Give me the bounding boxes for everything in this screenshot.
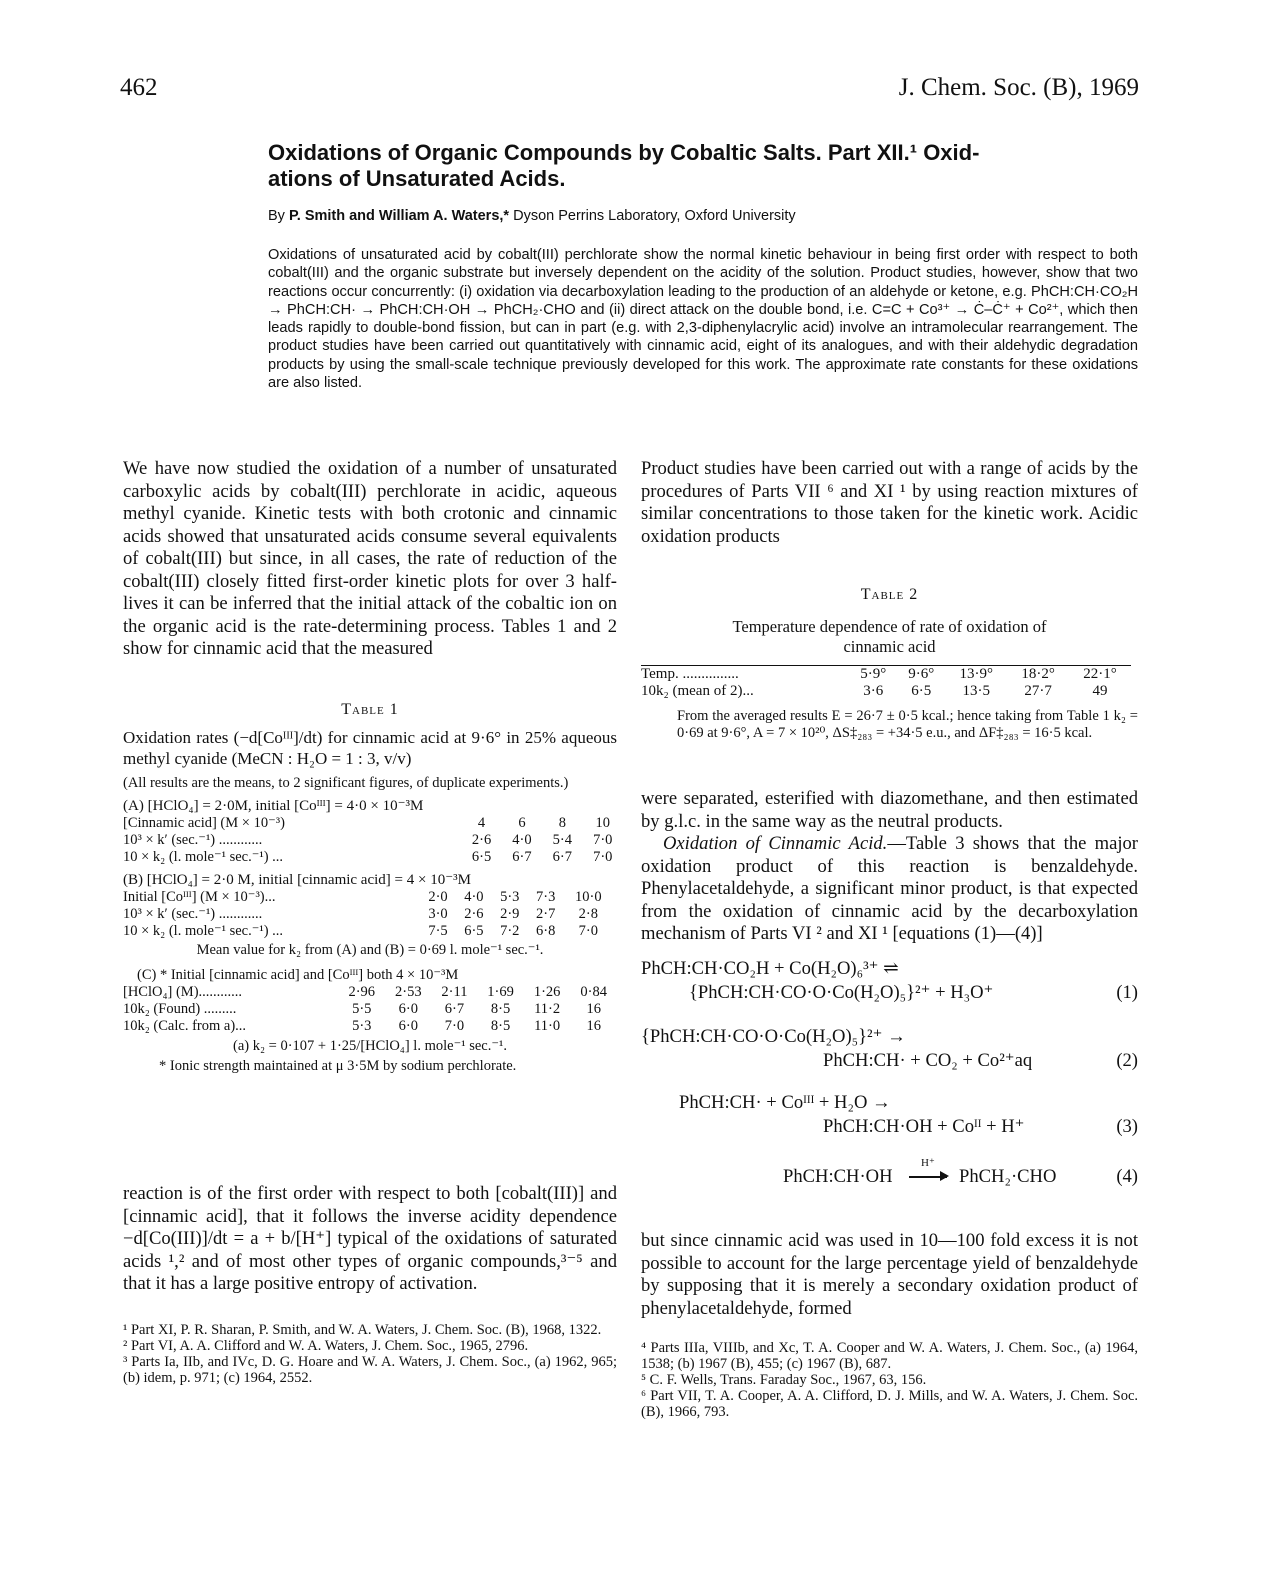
table-cell: 6·5 <box>471 849 492 865</box>
row-label: 10³ × k′ (sec.⁻¹) ............ <box>123 906 263 922</box>
table-cell: 4·0 <box>464 889 484 905</box>
table-cell: 10 <box>595 815 611 831</box>
table-cell: 7·0 <box>593 832 613 848</box>
table-cell: 8 <box>558 815 566 831</box>
byline-prefix: By <box>268 208 285 224</box>
footnote-6: ⁶ Part VII, T. A. Cooper, A. A. Clifford, D. J. Mills, and W. A. Waters, J. Chem. Soc. (B), 1966, 793. <box>641 1388 1138 1420</box>
abstract <box>268 246 1138 392</box>
table-1-formula: (a) k₂ = 0·107 + 1·25/[HClO₄] l. mole⁻¹ sec.⁻¹. <box>233 1038 507 1054</box>
table-cell: 6·7 <box>552 849 573 865</box>
table-cell: 5·5 <box>352 1001 372 1017</box>
table-cell: 6·8 <box>535 923 556 939</box>
table-2-label: Table 2 <box>860 586 919 603</box>
right-column-continuation <box>641 1230 1138 1420</box>
row-label: 10k₂ (Found) ......... <box>123 1001 237 1017</box>
table-cell: 22·1° <box>1083 665 1117 682</box>
table-2-caption-line-1: Temperature dependence of rate of oxidation of <box>732 616 1047 636</box>
byline <box>268 208 1138 224</box>
table-1-caption: Oxidation rates (−d[Coᴵᴵᴵ]/dt) for cinnamic acid at 9·6° in 25% aqueous methyl cyanide (MeCN : H₂O = 1 : 3, v/v) <box>123 728 617 768</box>
table-row <box>123 815 623 832</box>
table-cell: 10·0 <box>575 889 602 905</box>
table-cell: 6·0 <box>398 1018 419 1034</box>
table-cell: 16 <box>586 1018 601 1034</box>
equation-1-number: (1) <box>1116 981 1138 1003</box>
table-2-caption-line-2: cinnamic acid <box>843 636 936 656</box>
table-cell: 5·4 <box>552 832 573 848</box>
table-1-section-b <box>123 889 613 940</box>
footnotes-left <box>123 1322 617 1386</box>
table-cell: 7·0 <box>578 923 598 939</box>
kinetics-paragraph: reaction is of the first order with respect to both [cobalt(III)] and [cinnamic acid], that it follows the inverse acidity dependence −d[Co(III)]/dt = a + b/[H⁺] typical of the oxidations of saturated acids ¹,² and of most other types of organic compounds,³⁻⁵ and that it has a large positive entropy of activation. <box>123 1183 617 1294</box>
table-cell: 2·6 <box>471 832 492 848</box>
intro-paragraph: We have now studied the oxidation of a number of unsaturated carboxylic acids by cobalt(III) perchlorate in acidic, aqueous methyl cyanide. Kinetic tests with both crotonic and cinnamic acids showed that unsaturated acids consume several equivalents of cobalt(III) but since, in all cases, the rate of reduction of the cobalt(III) closely fitted first-order kinetic plots for over 3 half-lives it can be inferred that the initial attack of the cobaltic ion on the organic acid is the rate-determining process. Tables 1 and 2 show for cinnamic acid that the measured <box>123 458 617 659</box>
equation-3 <box>641 1092 1138 1148</box>
table-cell: 2·7 <box>535 906 556 922</box>
table-cell: 6·5 <box>464 923 484 939</box>
table-cell: 1·26 <box>533 984 561 1000</box>
table-cell: 0·84 <box>580 984 607 1000</box>
table-cell: 5·3 <box>500 889 520 905</box>
product-studies-paragraph: Product studies have been carried out with a range of acids by the procedures of Parts VII ⁶ and XI ¹ by using reaction mixtures of similar concentrations to those taken for the kinetic work. Acidic oxidation products <box>641 458 1138 547</box>
equation-1-rhs: {PhCH:CH·CO·O·Co(H₂O)₅}²⁺ + H₃O⁺ <box>689 981 994 1003</box>
row-label: 10 × k₂ (l. mole⁻¹ sec.⁻¹) ... <box>123 923 284 939</box>
benzaldehyde-paragraph: but since cinnamic acid was used in 10—100 fold excess it is not possible to account for the large percentage yield of benzaldehyde by supposing that it is merely a secondary oxidation product of phenylacetaldehyde, formed <box>641 1230 1138 1319</box>
article-title <box>268 140 1138 192</box>
equation-2 <box>641 1026 1138 1082</box>
table-1-section-c <box>123 984 617 1035</box>
equation-4 <box>641 1156 1138 1190</box>
footnote-2: ² Part VI, A. A. Clifford and W. A. Waters, J. Chem. Soc., 1965, 2796. <box>123 1337 529 1354</box>
table-row <box>123 1018 617 1035</box>
journal-citation: J. Chem. Soc. (B), 1969 <box>898 74 1139 101</box>
separation-paragraph: were separated, esterified with diazomethane, and then estimated by g.l.c. in the same way as the neutral products. <box>641 788 1138 832</box>
table-row <box>123 1001 617 1018</box>
left-column-intro <box>123 458 617 1075</box>
table-2 <box>641 584 1138 742</box>
row-label: Temp. ............... <box>641 665 739 682</box>
table-cell: 2·96 <box>348 984 376 1000</box>
cinnamic-text: —Table 3 shows that the major oxidation product of this reaction is benzaldehyde. Phenylacetaldehyde, a significant minor product, is that expected from the oxidation of cinnamic acid by the decarboxylation mechanism of Parts VI ² and XI ¹ [equations (1)—(4)] <box>641 833 1139 944</box>
equation-3-number: (3) <box>1116 1115 1138 1137</box>
right-column-intro <box>641 458 1138 742</box>
table-cell: 7·2 <box>500 923 520 939</box>
table-cell: 18·2° <box>1021 665 1055 682</box>
table-row <box>123 832 623 849</box>
table-cell: 11·0 <box>534 1018 561 1034</box>
table-cell: 2·11 <box>441 984 468 1000</box>
table-row <box>123 889 613 906</box>
table-cell: 7·3 <box>535 889 556 905</box>
table-cell: 11·2 <box>534 1001 561 1017</box>
table-cell: 7·0 <box>444 1018 465 1034</box>
table-cell: 6 <box>518 815 526 831</box>
table-cell: 2·9 <box>500 906 520 922</box>
table-cell: 3·0 <box>428 906 448 922</box>
table-1-section-a-head: (A) [HClO₄] = 2·0M, initial [Coᴵᴵᴵ] = 4·0 × 10⁻³M <box>123 798 424 814</box>
footnote-3: ³ Parts Ia, IIb, and IVc, D. G. Hoare and W. A. Waters, J. Chem. Soc., (a) 1962, 965; (b) idem, p. 971; (c) 1964, 2552. <box>123 1353 617 1386</box>
table-cell: 13·5 <box>962 682 990 699</box>
table-cell: 2·0 <box>428 889 448 905</box>
table-1 <box>123 699 617 1076</box>
equation-4-rhs: PhCH₂·CHO <box>959 1165 1057 1187</box>
table-1-label: Table 1 <box>341 700 399 718</box>
title-line-2: ations of Unsaturated Acids. <box>268 166 566 191</box>
table-cell: 6·7 <box>444 1001 465 1017</box>
row-label: 10k₂ (Calc. from a)... <box>123 1018 247 1034</box>
table-1-section-a <box>123 815 623 866</box>
title-line-1: Oxidations of Organic Compounds by Cobaltic Salts. Part XII.¹ Oxid- <box>268 140 980 165</box>
right-column-body <box>641 788 1138 1190</box>
table-2-grid <box>641 665 1131 700</box>
table-2-note: From the averaged results E = 26·7 ± 0·5 kcal.; hence taking from Table 1 k₂ = 0·69 at 9·6°, A = 7 × 10²⁰, ΔS‡₂₈₃ = +34·5 e.u., and ΔF‡₂₈₃ = 16·5 kcal. <box>677 707 1138 741</box>
table-row <box>123 984 617 1001</box>
table-1-footnote: * Ionic strength maintained at μ 3·5M by sodium perchlorate. <box>159 1058 517 1074</box>
table-cell: 2·6 <box>464 906 484 922</box>
table-row <box>641 683 1131 700</box>
cinnamic-heading: Oxidation of Cinnamic Acid. <box>663 833 888 854</box>
row-label: 10³ × k′ (sec.⁻¹) ............ <box>123 832 263 848</box>
table-row <box>641 665 1131 683</box>
table-cell: 16 <box>586 1001 601 1017</box>
equation-1 <box>641 958 1138 1018</box>
table-cell: 9·6° <box>908 665 935 682</box>
table-row <box>123 849 623 866</box>
table-cell: 13·9° <box>959 665 993 682</box>
equation-4-lhs: PhCH:CH·OH <box>783 1165 893 1187</box>
page-number: 462 <box>120 74 158 101</box>
abstract-text: Oxidations of unsaturated acid by cobalt(III) perchlorate show the normal kinetic behaviour in being first order with respect to both cobalt(III) and the organic substrate but inversely dependent on the acidity of the solution. Product studies, however, show that two reactions occur concurrently: (i) oxidation via decarboxylation leading to the production of an aldehyde or ketone, e.g. PhCH:CH·CO₂H → PhCH:CH· → PhCH:CH·OH → PhCH₂·CHO and (ii) direct attack on the double bond, i.e. C=C + Co³⁺ → Ċ–Ċ⁺ + Co²⁺, which then leads rapidly to double-bond fission, but can in part (e.g. with 2,3-diphenylacrylic acid) involve an intramolecular rearrangement. The product studies have been carried out quantitatively with cinnamic acid, eight of its analogues, and with their aldehydic degradation products by using the small-scale technique previously developed for this work. The approximate rate constants for these oxidations are also listed. <box>268 247 1138 392</box>
footnote-5: ⁵ C. F. Wells, Trans. Faraday Soc., 1967, 63, 156. <box>641 1372 927 1388</box>
equation-2-lhs: {PhCH:CH·CO·O·Co(H₂O)₅}²⁺ → <box>641 1025 906 1047</box>
table-cell: 49 <box>1092 682 1108 699</box>
row-label: Initial [Coᴵᴵᴵ] (M × 10⁻³)... <box>123 889 276 905</box>
footnote-1: ¹ Part XI, P. R. Sharan, P. Smith, and W. A. Waters, J. Chem. Soc. (B), 1968, 1322. <box>123 1321 602 1338</box>
equation-4-catalyst: H⁺ <box>921 1156 935 1169</box>
footnote-4: ⁴ Parts IIIa, VIIIb, and Xc, T. A. Cooper and W. A. Waters, J. Chem. Soc., (a) 1964, 1538; (b) 1967 (B), 455; (c) 1967 (B), 687. <box>641 1340 1138 1372</box>
row-label: [HClO₄] (M)............ <box>123 984 243 1000</box>
row-label: 10 × k₂ (l. mole⁻¹ sec.⁻¹) ... <box>123 849 284 865</box>
table-cell: 6·5 <box>911 682 932 699</box>
left-column-continuation <box>123 1183 617 1386</box>
table-1-section-c-head: (C) * Initial [cinnamic acid] and [Coᴵᴵᴵ] both 4 × 10⁻³M <box>137 967 459 983</box>
table-cell: 2·53 <box>395 984 422 1000</box>
equation-2-number: (2) <box>1116 1049 1138 1071</box>
equation-3-rhs: PhCH:CH·OH + Coᴵᴵ + H⁺ <box>823 1115 1025 1137</box>
table-cell: 1·69 <box>487 984 514 1000</box>
equation-1-lhs: PhCH:CH·CO₂H + Co(H₂O)₆³⁺ ⇌ <box>641 957 899 979</box>
table-1-note: (All results are the means, to 2 significant figures, of duplicate experiments.) <box>123 775 569 791</box>
equation-4-number: (4) <box>1116 1165 1138 1187</box>
cinnamic-paragraph <box>641 833 1138 946</box>
table-cell: 2·8 <box>578 906 598 922</box>
table-cell: 7·5 <box>428 923 448 939</box>
reaction-arrow-icon <box>909 1176 947 1178</box>
table-cell: 27·7 <box>1024 682 1052 699</box>
equation-2-rhs: PhCH:CH· + CO₂ + Co²⁺aq <box>823 1049 1033 1071</box>
table-cell: 7·0 <box>593 849 613 865</box>
footnotes-right <box>641 1340 1138 1420</box>
table-cell: 3·6 <box>863 682 884 699</box>
row-label: [Cinnamic acid] (M × 10⁻³) <box>123 815 285 831</box>
table-cell: 8·5 <box>490 1001 511 1017</box>
table-cell: 6·0 <box>398 1001 419 1017</box>
table-1-section-b-head: (B) [HClO₄] = 2·0 M, initial [cinnamic acid] = 4 × 10⁻³M <box>123 872 471 888</box>
table-cell: 8·5 <box>490 1018 511 1034</box>
table-row <box>123 923 613 940</box>
equation-3-lhs: PhCH:CH· + Coᴵᴵᴵ + H₂O → <box>679 1091 891 1113</box>
row-label: 10k₂ (mean of 2)... <box>641 682 754 699</box>
table-row <box>123 906 613 923</box>
table-1-mean: Mean value for k₂ from (A) and (B) = 0·69 l. mole⁻¹ sec.⁻¹. <box>196 942 544 958</box>
table-cell: 5·9° <box>860 665 887 682</box>
table-cell: 5·3 <box>352 1018 372 1034</box>
table-cell: 4·0 <box>512 832 532 848</box>
affiliation: Dyson Perrins Laboratory, Oxford University <box>513 208 796 224</box>
table-cell: 6·7 <box>512 849 532 865</box>
authors: P. Smith and William A. Waters,* <box>288 208 510 224</box>
table-cell: 4 <box>477 815 486 831</box>
